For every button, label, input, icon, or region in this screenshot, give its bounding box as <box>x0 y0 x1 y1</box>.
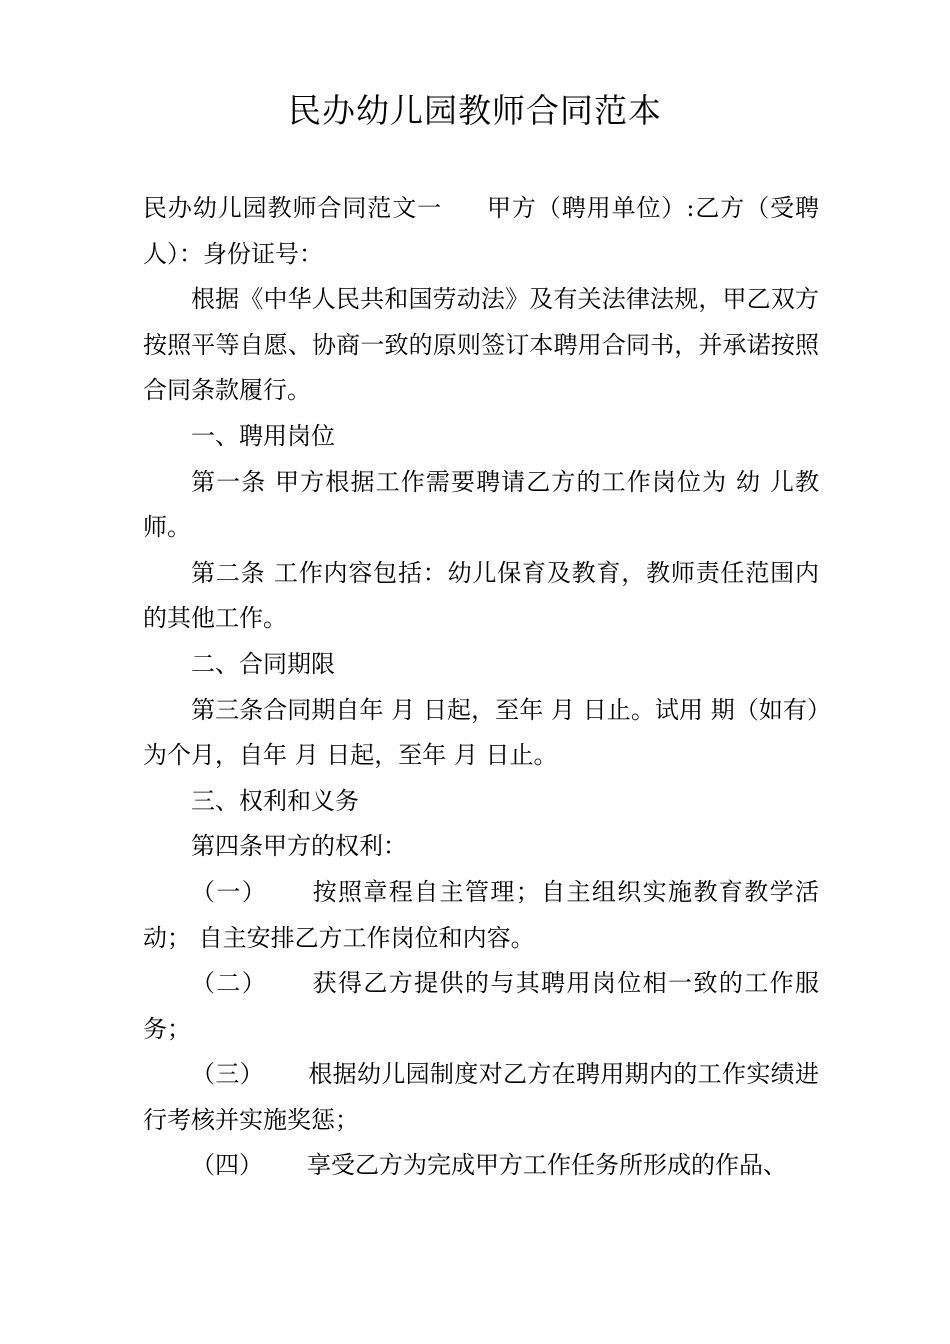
article-4: 第四条甲方的权利： <box>191 832 407 861</box>
document-title: 民办幼儿园教师合同范本 <box>288 91 662 130</box>
document-body <box>143 186 819 1189</box>
section-heading-2: 二、合同期限 <box>191 649 335 678</box>
item-text: 根据幼儿园制度对乙方在聘用期内的工作实绩进 行考核并实施奖惩； <box>143 1060 819 1134</box>
item-text: 获得乙方提供的与其聘用岗位相一致的工作服务； <box>143 969 820 1043</box>
section-heading-3: 三、权利和义务 <box>191 786 359 815</box>
item-text: 享受乙方为完成甲方工作任务所形成的作品、 <box>307 1151 787 1180</box>
article-1: 第一条 甲方根据工作需要聘请乙方的工作岗位为 幼 儿教师。 <box>143 467 819 542</box>
item-number: （一） <box>191 877 268 906</box>
item-number: （二） <box>191 969 268 998</box>
intro-paragraph <box>143 186 819 277</box>
list-item <box>143 870 819 961</box>
section-heading-1: 一、聘用岗位 <box>191 421 335 450</box>
item-text: 按照章程自主管理；自主组织实施教育教学活动； 自主安排乙方工作岗位和内容。 <box>143 877 820 952</box>
intro-label: 民办幼儿园教师合同范文一 <box>143 194 443 222</box>
item-number: （三） <box>191 1060 264 1089</box>
list-item <box>143 1143 819 1189</box>
article-2: 第二条 工作内容包括：幼儿保育及教育，教师责任范围内的其他工作。 <box>143 558 819 633</box>
preamble-paragraph: 根据《中华人民共和国劳动法》及有关法律法规，甲乙双方按照平等自愿、协商一致的原则签订本聘用合同书，并承诺按照合同条款履行。 <box>143 285 819 405</box>
list-item <box>143 961 819 1052</box>
item-number: （四） <box>191 1151 263 1180</box>
article-3: 第三条合同期自年 月 日起，至年 月 日止。试用 期（如有）为个月，自年 月 日起，至年 月 日止。 <box>143 695 819 770</box>
list-item <box>143 1052 819 1143</box>
intro-parties: 甲方（聘用单位）:乙方（受聘人）：身份证号： <box>143 194 820 268</box>
